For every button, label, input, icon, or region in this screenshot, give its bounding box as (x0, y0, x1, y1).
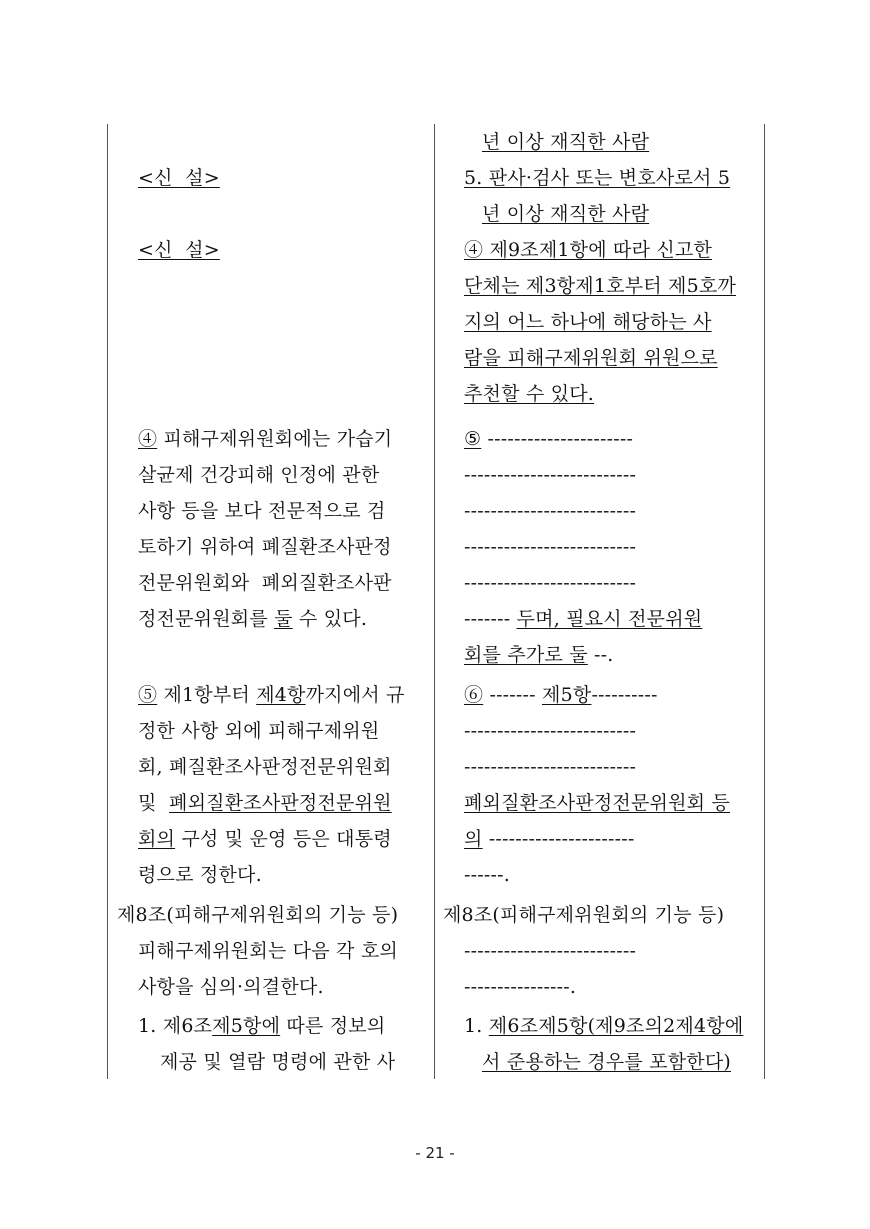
amended-text: 년 이상 재직한 사람 (482, 203, 650, 225)
text-line: 회, 폐질환조사판정전문위원회 (138, 756, 392, 778)
text-span: 수 있다. (292, 608, 368, 630)
amended-text: 지의 어느 하나에 해당하는 사 (464, 311, 712, 333)
text-span: 정전문위원회를 (138, 608, 275, 630)
text-span: ---------- (591, 684, 658, 706)
text-line (138, 827, 392, 851)
text-span: ------- (483, 684, 543, 706)
text-span: ------- (464, 608, 517, 630)
amended-text: ④ 제9조제1항에 따라 신고한 (464, 239, 713, 261)
text-span: 1. 제6조 (138, 1015, 213, 1037)
text-line: -------------------------- (464, 536, 637, 558)
text-line (464, 427, 633, 451)
amended-text: 둘 (274, 608, 293, 630)
text-line: 령으로 정한다. (138, 864, 262, 886)
amended-text: 의 (464, 828, 483, 850)
amended-text: 폐외질환조사판정전문위원 (169, 792, 392, 814)
page-number: - 21 - (415, 1144, 455, 1162)
amended-text: 두며, 필요시 전문위원 (516, 608, 703, 630)
text-line: 전문위원회와 폐외질환조사판 (138, 572, 392, 594)
amended-text: 회를 추가로 둘 (464, 644, 588, 666)
text-line (138, 1014, 385, 1038)
article-heading: 제8조(피해구제위원회의 기능 등) (443, 904, 725, 926)
amended-text: 람을 피해구제위원회 위원으로 (464, 347, 718, 369)
amended-text: 단체는 제3항제1호부터 제5호까 (464, 275, 736, 297)
text-span: 1. (464, 1015, 489, 1037)
text-line: -------------------------- (464, 756, 637, 778)
amended-text: 제5항 (542, 684, 592, 706)
amended-text: 제6조제5항(제9조의2제4항에 (488, 1015, 744, 1037)
article-heading: 제8조(피해구제위원회의 기능 등) (117, 904, 399, 926)
column-divider-right (764, 124, 765, 1079)
text-line: -------------------------- (464, 720, 637, 742)
amended-text: 회의 (138, 828, 176, 850)
text-line (138, 683, 405, 707)
text-line (138, 427, 392, 451)
text-span: 구성 및 운영 등은 대통령 (175, 828, 392, 850)
new-provision-marker: <신 설> (138, 167, 220, 189)
text-span: 따른 정보의 (280, 1015, 386, 1037)
amended-text: 추천할 수 있다. (464, 383, 595, 405)
paragraph-number: ⑥ (464, 684, 484, 706)
text-line: 살균제 건강피해 인정에 관한 (138, 464, 380, 486)
text-line (464, 607, 702, 631)
paragraph-number: ⑤ (138, 684, 158, 706)
text-span: 및 (138, 792, 170, 814)
text-span: 제1항부터 (157, 684, 257, 706)
text-line: 제공 및 열람 명령에 관한 사 (160, 1051, 396, 1073)
paragraph-number: ④ (138, 428, 158, 450)
amended-text: 서 준용하는 경우를 포함한다) (482, 1051, 731, 1073)
text-line (138, 791, 392, 815)
text-span: --. (587, 644, 614, 666)
text-line (464, 827, 634, 851)
text-line: 사항 등을 보다 전문적으로 검 (138, 500, 386, 522)
amended-text: 제4항 (256, 684, 306, 706)
column-divider-left (107, 124, 108, 1079)
column-divider-middle (434, 124, 435, 1079)
text-line (464, 683, 658, 707)
text-line: 정한 사항 외에 피해구제위원 (138, 720, 380, 742)
new-provision-marker: <신 설> (138, 239, 220, 261)
text-line (138, 607, 367, 631)
paragraph-number: ⑤ (464, 428, 482, 450)
amended-text: 5. 판사·검사 또는 변호사로서 5 (464, 167, 731, 189)
text-line (464, 643, 614, 667)
amended-text: 년 이상 재직한 사람 (482, 131, 650, 153)
text-line: 토하기 위하여 폐질환조사판정 (138, 536, 392, 558)
text-span: 피해구제위원회에는 가습기 (157, 428, 393, 450)
text-span: ---------------------- (482, 828, 635, 850)
text-line: -------------------------- (464, 464, 637, 486)
text-line (464, 1014, 743, 1038)
text-line: 피해구제위원회는 다음 각 호의 (138, 940, 398, 962)
text-line: 사항을 심의·의결한다. (138, 976, 324, 998)
text-line: -------------------------- (464, 572, 637, 594)
text-line: -------------------------- (464, 500, 637, 522)
text-span: ---------------------- (481, 428, 634, 450)
text-span: 까지에서 규 (305, 684, 405, 706)
text-line: ----------------. (464, 976, 577, 998)
amended-text: 폐외질환조사판정전문위원회 등 (464, 792, 730, 814)
text-line: ------. (464, 864, 510, 886)
amended-text: 제5항에 (212, 1015, 281, 1037)
text-line: -------------------------- (464, 940, 637, 962)
